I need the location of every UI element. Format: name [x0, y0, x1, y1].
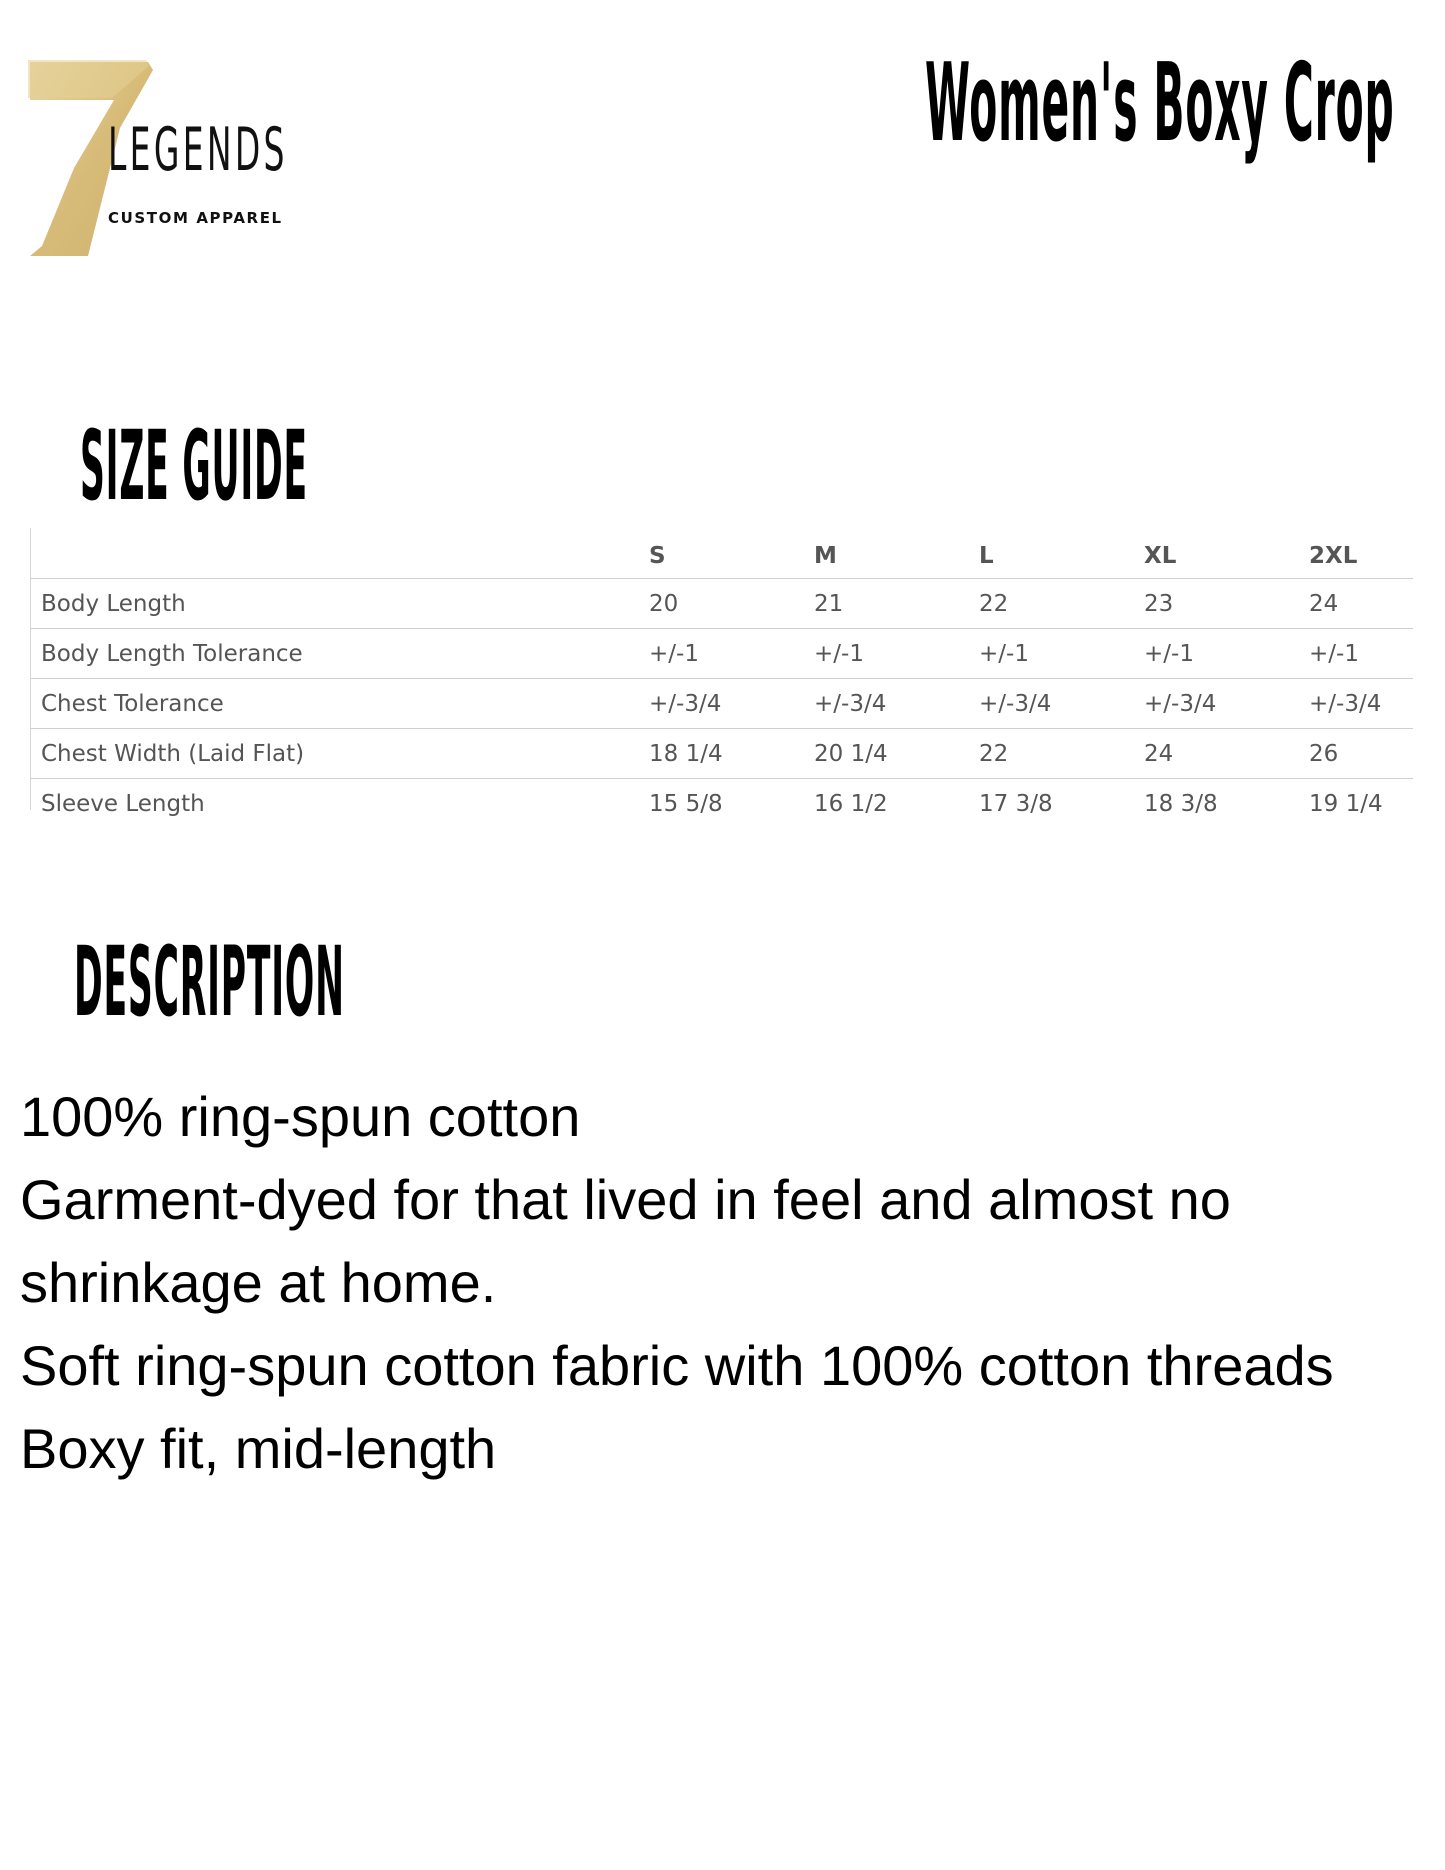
table-cell: 20 1/4: [814, 740, 888, 767]
column-header-m: M: [804, 528, 969, 579]
table-cell: +/-3/4: [979, 690, 1052, 717]
table-cell: 24: [1144, 740, 1174, 767]
table-cell: 23: [1144, 590, 1174, 617]
description-heading: DESCRIPTION: [74, 926, 345, 1038]
table-cell: +/-1: [979, 640, 1029, 667]
table-cell: 17 3/8: [979, 790, 1053, 817]
table-cell: +/-1: [814, 640, 864, 667]
table-cell: 18 1/4: [649, 740, 723, 767]
table-cell: 22: [979, 740, 1009, 767]
table-cell: +/-3/4: [1309, 690, 1382, 717]
table-cell: 15 5/8: [649, 790, 723, 817]
logo-subtitle: CUSTOM APPAREL: [108, 209, 283, 227]
brand-logo: [28, 60, 318, 256]
column-header-blank: [31, 528, 639, 579]
column-header-s: S: [639, 528, 804, 579]
table-cell: 22: [979, 590, 1009, 617]
description-line: Soft ring-spun cotton fabric with 100% cotton threads: [20, 1334, 1334, 1397]
row-label: Body Length: [41, 590, 186, 617]
table-row: [31, 579, 1413, 629]
table-cell: 18 3/8: [1144, 790, 1218, 817]
size-table-header-row: [31, 528, 1413, 579]
table-cell: 20: [649, 590, 679, 617]
column-header-xl: XL: [1134, 528, 1299, 579]
row-label: Body Length Tolerance: [41, 640, 303, 667]
description-body: [20, 1075, 1420, 1490]
size-guide-heading: SIZE GUIDE: [80, 410, 308, 522]
logo-wordmark: LEGENDS: [108, 115, 288, 185]
table-cell: +/-3/4: [1144, 690, 1217, 717]
size-chart: [30, 528, 1413, 817]
table-cell: +/-1: [1309, 640, 1359, 667]
table-row: [31, 729, 1413, 779]
description-line: shrinkage at home.: [20, 1251, 497, 1314]
product-title: Women's Boxy Crop: [925, 41, 1395, 166]
table-cell: +/-3/4: [649, 690, 722, 717]
table-row: [31, 679, 1413, 729]
table-cell: 16 1/2: [814, 790, 888, 817]
row-label: Chest Width (Laid Flat): [41, 740, 305, 767]
table-cell: +/-1: [649, 640, 699, 667]
table-cell: +/-1: [1144, 640, 1194, 667]
table-row: [31, 629, 1413, 679]
description-line: Garment-dyed for that lived in feel and almost no: [20, 1168, 1231, 1231]
table-cell: 21: [814, 590, 844, 617]
size-table: [31, 528, 1413, 828]
table-cell: 26: [1309, 740, 1339, 767]
description-line: 100% ring-spun cotton: [20, 1085, 581, 1148]
row-label: Chest Tolerance: [41, 690, 224, 717]
table-cell: 24: [1309, 590, 1339, 617]
description-line: Boxy fit, mid-length: [20, 1417, 497, 1480]
table-cell: +/-3/4: [814, 690, 887, 717]
table-cell: 19 1/4: [1309, 790, 1383, 817]
table-row: [31, 779, 1413, 829]
column-header-l: L: [969, 528, 1134, 579]
row-label: Sleeve Length: [41, 790, 205, 817]
column-header-2xl: 2XL: [1299, 528, 1413, 579]
